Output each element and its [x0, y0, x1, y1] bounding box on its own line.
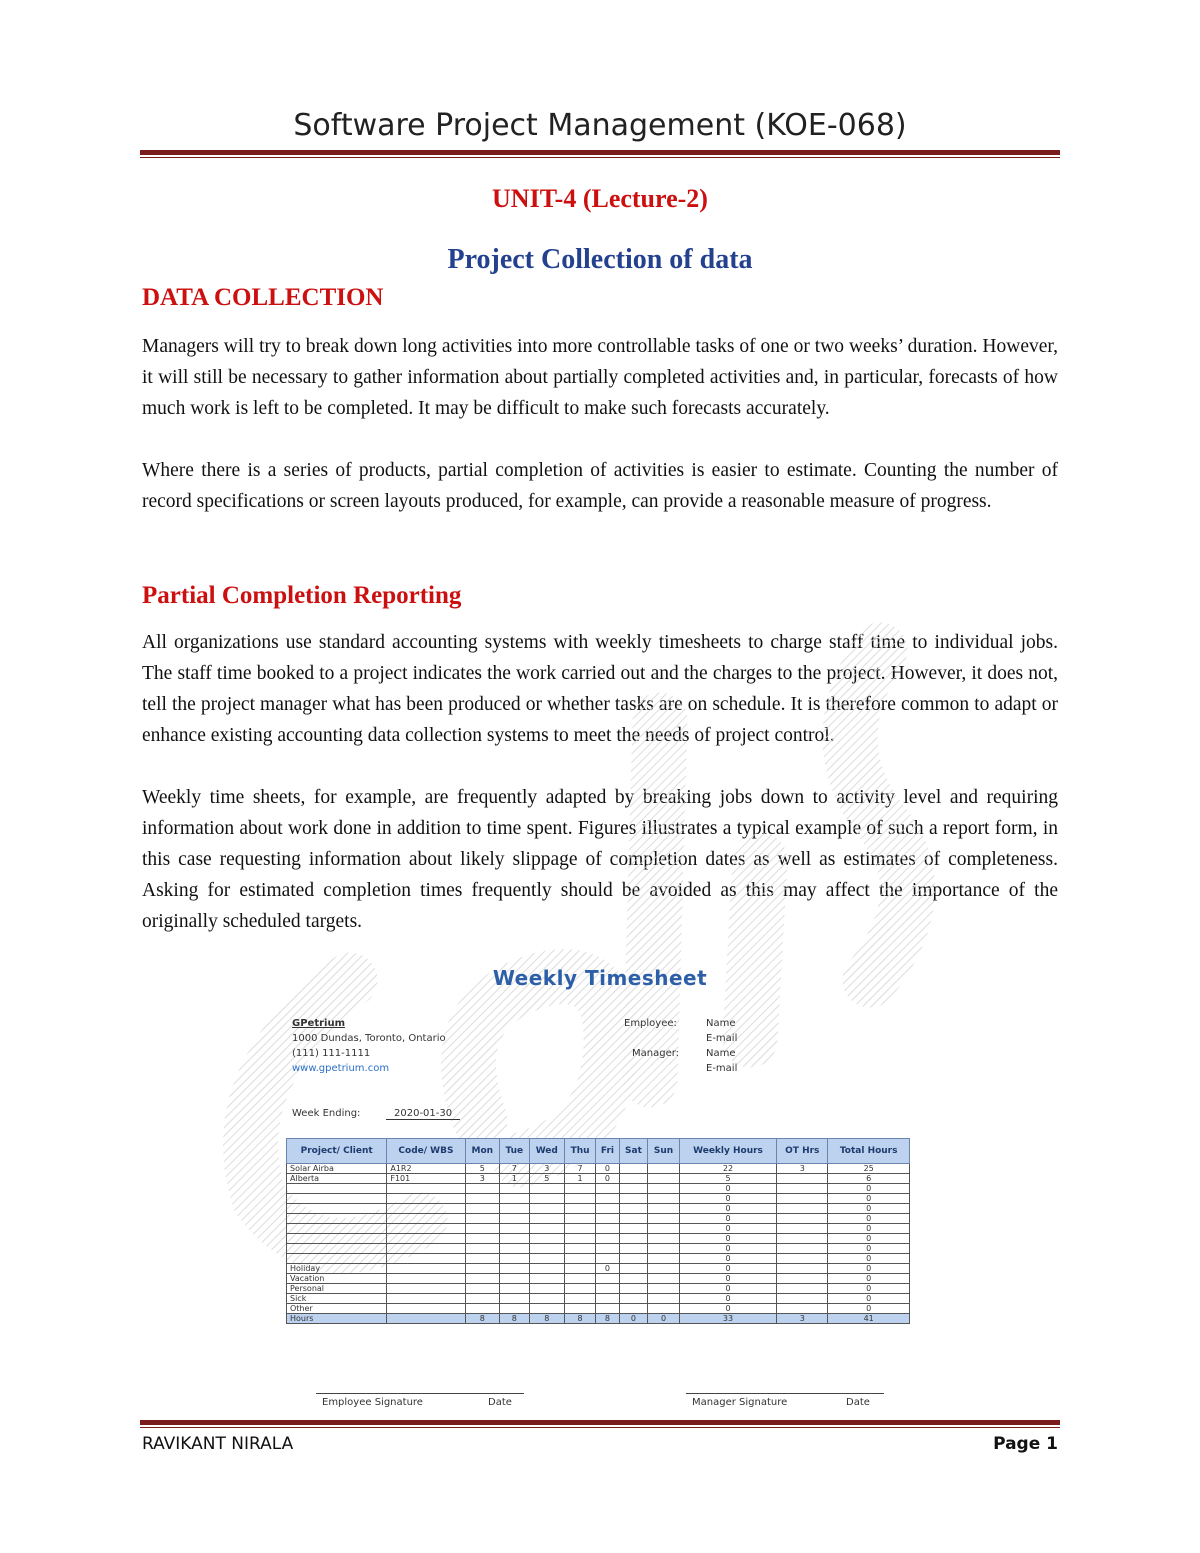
table-cell[interactable]: 7 [564, 1164, 595, 1174]
manager-label: Manager: [632, 1048, 680, 1059]
table-cell[interactable] [564, 1224, 595, 1234]
table-cell[interactable] [777, 1194, 828, 1204]
table-cell[interactable] [465, 1264, 500, 1274]
table-cell[interactable] [465, 1184, 500, 1194]
table-cell[interactable]: 0 [679, 1194, 776, 1204]
table-cell[interactable] [777, 1184, 828, 1194]
column-header: Fri [596, 1139, 620, 1164]
table-row [287, 1224, 910, 1234]
table-cell[interactable]: 0 [679, 1184, 776, 1194]
table-cell[interactable]: 41 [828, 1314, 910, 1324]
table-cell[interactable] [619, 1174, 647, 1184]
employee-email-field[interactable]: E-mail [706, 1033, 738, 1044]
table-cell[interactable]: 0 [828, 1234, 910, 1244]
table-total-row [287, 1314, 910, 1324]
table-cell[interactable] [619, 1204, 647, 1214]
table-cell[interactable] [596, 1304, 620, 1314]
table-cell[interactable] [465, 1234, 500, 1244]
table-cell[interactable] [648, 1284, 680, 1294]
table-row [287, 1194, 910, 1204]
table-cell[interactable] [564, 1274, 595, 1284]
week-ending-label: Week Ending: [292, 1108, 361, 1119]
paragraph-partial-completion-1: All organizations use standard accounting systems with weekly timesheets to charge staff time to individual jobs. The staff time booked to a project indicates the work carried out and the charges to the project. However, it does not, tell the project manager what has been produced or whether tasks are on schedule. It is therefore common to adapt or enhance existing accounting data collection systems to meet the needs of project control. [142, 632, 1058, 746]
table-cell[interactable] [500, 1284, 530, 1294]
table-cell[interactable] [619, 1164, 647, 1174]
table-cell[interactable] [465, 1254, 500, 1264]
table-cell[interactable]: 0 [679, 1224, 776, 1234]
table-cell[interactable] [500, 1194, 530, 1204]
table-cell[interactable]: 3 [777, 1314, 828, 1324]
table-cell[interactable] [387, 1234, 465, 1244]
table-cell[interactable] [564, 1284, 595, 1294]
table-cell[interactable] [648, 1264, 680, 1274]
timesheet-table [286, 1138, 910, 1324]
table-cell[interactable] [500, 1214, 530, 1224]
table-cell[interactable] [596, 1244, 620, 1254]
table-cell[interactable] [529, 1294, 564, 1304]
column-header: Mon [465, 1139, 500, 1164]
table-cell[interactable] [596, 1214, 620, 1224]
table-cell[interactable] [387, 1314, 465, 1324]
table-cell[interactable]: 0 [828, 1264, 910, 1274]
table-cell[interactable] [465, 1204, 500, 1214]
table-cell[interactable]: 0 [828, 1184, 910, 1194]
table-cell[interactable] [529, 1194, 564, 1204]
column-header: OT Hrs [777, 1139, 828, 1164]
table-cell[interactable] [500, 1274, 530, 1284]
weekly-timesheet-figure [280, 966, 920, 1416]
company-website[interactable]: www.gpetrium.com [292, 1063, 390, 1074]
company-phone: (111) 111-1111 [292, 1048, 371, 1059]
table-cell[interactable] [465, 1274, 500, 1284]
table-cell[interactable] [648, 1214, 680, 1224]
table-cell[interactable]: 1 [564, 1174, 595, 1184]
table-cell[interactable] [619, 1234, 647, 1244]
table-cell[interactable] [465, 1304, 500, 1314]
table-cell[interactable] [619, 1194, 647, 1204]
table-cell[interactable] [619, 1274, 647, 1284]
timesheet-title: Weekly Timesheet [492, 966, 708, 990]
table-cell[interactable] [500, 1304, 530, 1314]
table-cell[interactable] [619, 1184, 647, 1194]
table-cell[interactable]: 22 [679, 1164, 776, 1174]
table-cell[interactable] [387, 1304, 465, 1314]
table-cell[interactable] [596, 1234, 620, 1244]
table-cell[interactable]: 0 [679, 1214, 776, 1224]
table-row [287, 1294, 910, 1304]
table-cell[interactable] [619, 1304, 647, 1314]
table-cell[interactable]: 8 [465, 1314, 500, 1324]
paragraph-data-collection-2: Where there is a series of products, partial completion of activities is easier to estimate. Counting the number of record specifications or screen layouts produced, for example, can provide a reasonable measure of progress. [142, 460, 1058, 512]
table-cell[interactable]: 0 [828, 1304, 910, 1314]
employee-name-field[interactable]: Name [706, 1018, 736, 1029]
column-header: Sat [619, 1139, 647, 1164]
table-cell[interactable] [596, 1294, 620, 1304]
table-cell[interactable]: 0 [679, 1284, 776, 1294]
table-cell[interactable]: Vacation [287, 1274, 387, 1284]
table-cell[interactable] [387, 1284, 465, 1294]
table-cell[interactable] [529, 1224, 564, 1234]
table-cell[interactable] [777, 1294, 828, 1304]
column-header: Wed [529, 1139, 564, 1164]
table-cell[interactable]: 1 [500, 1174, 530, 1184]
table-cell[interactable]: Other [287, 1304, 387, 1314]
table-cell[interactable]: 5 [529, 1174, 564, 1184]
table-cell[interactable] [287, 1254, 387, 1264]
table-cell[interactable] [500, 1204, 530, 1214]
paragraph-partial-completion-2: Weekly time sheets, for example, are frequently adapted by breaking jobs down to activity level and requiring information about work done in addition to time spent. Figures illustrates a typical example of such a report form, in this case requesting information about likely slippage of completion dates as well as estimates of completeness. Asking for estimated completion times frequently should be avoided as this may affect the importance of the originally scheduled targets. [142, 787, 1058, 932]
unit-title: UNIT-4 (Lecture-2) [492, 184, 708, 213]
table-cell[interactable]: 33 [679, 1314, 776, 1324]
table-cell[interactable] [529, 1304, 564, 1314]
table-cell[interactable] [387, 1224, 465, 1234]
table-cell[interactable] [777, 1254, 828, 1264]
header-rule-thin [140, 157, 1060, 158]
table-cell[interactable] [777, 1224, 828, 1234]
table-cell[interactable] [529, 1184, 564, 1194]
table-cell[interactable] [564, 1304, 595, 1314]
table-cell[interactable]: Sick [287, 1294, 387, 1304]
table-cell[interactable] [777, 1264, 828, 1274]
table-cell[interactable] [529, 1214, 564, 1224]
table-cell[interactable] [387, 1184, 465, 1194]
table-cell[interactable] [648, 1234, 680, 1244]
table-cell[interactable] [287, 1204, 387, 1214]
table-cell[interactable] [387, 1274, 465, 1284]
table-cell[interactable] [500, 1264, 530, 1274]
table-cell[interactable] [529, 1234, 564, 1244]
paragraph-data-collection-1: Managers will try to break down long activities into more controllable tasks of one or two weeks’ duration. However, it will still be necessary to gather information about partially completed activities and, in particular, forecasts of how much work is left to be completed. It may be difficult to make such forecasts accurately. [142, 336, 1058, 419]
table-cell[interactable] [648, 1244, 680, 1254]
table-cell[interactable] [777, 1204, 828, 1214]
table-cell[interactable]: 8 [529, 1314, 564, 1324]
table-cell[interactable] [619, 1254, 647, 1264]
column-header: Tue [500, 1139, 530, 1164]
section-heading-partial-completion: Partial Completion Reporting [142, 582, 462, 609]
manager-name-field[interactable]: Name [706, 1048, 736, 1059]
table-cell[interactable]: 0 [596, 1164, 620, 1174]
table-cell[interactable] [465, 1294, 500, 1304]
table-cell[interactable] [465, 1284, 500, 1294]
table-cell[interactable] [500, 1294, 530, 1304]
table-cell[interactable]: 0 [828, 1294, 910, 1304]
table-row [287, 1244, 910, 1254]
table-cell[interactable]: 0 [828, 1254, 910, 1264]
table-cell[interactable] [648, 1164, 680, 1174]
table-cell[interactable] [596, 1254, 620, 1264]
employee-signature-label: Employee Signature [322, 1397, 423, 1408]
table-cell[interactable] [619, 1294, 647, 1304]
table-cell[interactable] [564, 1294, 595, 1304]
table-cell[interactable]: 3 [529, 1164, 564, 1174]
column-header: Thu [564, 1139, 595, 1164]
table-cell[interactable] [500, 1224, 530, 1234]
table-row [287, 1284, 910, 1294]
table-cell[interactable] [500, 1244, 530, 1254]
document-subtitle: Project Collection of data [447, 244, 753, 275]
table-cell[interactable] [287, 1184, 387, 1194]
table-row [287, 1264, 910, 1274]
table-cell[interactable] [465, 1224, 500, 1234]
table-cell[interactable] [287, 1244, 387, 1254]
table-cell[interactable]: 0 [828, 1284, 910, 1294]
table-cell[interactable]: 0 [679, 1274, 776, 1284]
table-cell[interactable] [564, 1264, 595, 1274]
table-cell[interactable]: 0 [679, 1204, 776, 1214]
table-cell[interactable] [777, 1304, 828, 1314]
table-cell[interactable] [564, 1244, 595, 1254]
manager-email-field[interactable]: E-mail [706, 1063, 738, 1074]
table-cell[interactable]: 0 [828, 1244, 910, 1254]
table-cell[interactable] [648, 1224, 680, 1234]
table-cell[interactable] [777, 1284, 828, 1294]
manager-date-label: Date [846, 1397, 870, 1408]
footer-rule-thin [140, 1427, 1060, 1428]
table-cell[interactable] [648, 1294, 680, 1304]
table-cell[interactable] [287, 1224, 387, 1234]
table-row [287, 1304, 910, 1314]
table-cell[interactable] [648, 1184, 680, 1194]
table-cell[interactable]: 0 [828, 1204, 910, 1214]
table-cell[interactable] [387, 1194, 465, 1204]
column-header: Code/ WBS [387, 1139, 465, 1164]
column-header: Total Hours [828, 1139, 910, 1164]
table-cell[interactable]: Personal [287, 1284, 387, 1294]
table-cell[interactable] [777, 1174, 828, 1184]
table-cell[interactable] [648, 1174, 680, 1184]
table-cell[interactable]: 6 [828, 1174, 910, 1184]
table-cell[interactable]: 0 [596, 1174, 620, 1184]
table-cell[interactable]: 8 [564, 1314, 595, 1324]
table-cell[interactable] [596, 1224, 620, 1234]
manager-signature-label: Manager Signature [692, 1397, 788, 1408]
table-cell[interactable] [529, 1284, 564, 1294]
table-cell[interactable] [619, 1264, 647, 1274]
table-cell[interactable] [465, 1214, 500, 1224]
table-cell[interactable] [619, 1284, 647, 1294]
footer-author: RAVIKANT NIRALA [142, 1434, 294, 1454]
table-cell[interactable]: 7 [500, 1164, 530, 1174]
table-cell[interactable] [529, 1274, 564, 1284]
table-cell[interactable] [564, 1254, 595, 1264]
table-cell[interactable]: 0 [679, 1244, 776, 1254]
table-cell[interactable]: 0 [679, 1234, 776, 1244]
table-cell[interactable]: 8 [500, 1314, 530, 1324]
table-cell[interactable] [648, 1274, 680, 1284]
table-cell[interactable] [648, 1194, 680, 1204]
table-cell[interactable]: 0 [679, 1294, 776, 1304]
table-row [287, 1204, 910, 1214]
table-cell[interactable]: F101 [387, 1174, 465, 1184]
table-cell[interactable] [529, 1204, 564, 1214]
table-cell[interactable]: 0 [679, 1254, 776, 1264]
table-cell[interactable] [596, 1274, 620, 1284]
company-name: GPetrium [292, 1018, 345, 1029]
table-cell[interactable] [387, 1244, 465, 1254]
table-cell[interactable]: Alberta [287, 1174, 387, 1184]
table-cell[interactable] [387, 1254, 465, 1264]
table-cell[interactable] [619, 1214, 647, 1224]
table-cell[interactable] [287, 1234, 387, 1244]
table-cell[interactable] [287, 1194, 387, 1204]
column-header: Weekly Hours [679, 1139, 776, 1164]
table-cell[interactable] [387, 1214, 465, 1224]
employee-label: Employee: [624, 1018, 677, 1029]
table-cell[interactable]: 0 [679, 1304, 776, 1314]
table-cell[interactable] [596, 1184, 620, 1194]
table-cell[interactable]: 0 [828, 1194, 910, 1204]
table-cell[interactable]: 3 [465, 1174, 500, 1184]
table-cell[interactable] [529, 1264, 564, 1274]
employee-date-label: Date [488, 1397, 512, 1408]
timesheet-header-row [287, 1139, 910, 1164]
table-cell[interactable]: 0 [828, 1274, 910, 1284]
section-heading-data-collection: DATA COLLECTION [142, 284, 384, 311]
manager-signature-line[interactable] [686, 1393, 884, 1394]
table-cell[interactable] [500, 1254, 530, 1264]
table-cell[interactable] [777, 1274, 828, 1284]
table-cell[interactable] [648, 1204, 680, 1214]
column-header: Sun [648, 1139, 680, 1164]
table-cell[interactable] [529, 1254, 564, 1264]
table-cell[interactable] [465, 1244, 500, 1254]
table-cell[interactable] [387, 1204, 465, 1214]
table-cell[interactable] [387, 1264, 465, 1274]
table-cell[interactable] [287, 1214, 387, 1224]
table-cell[interactable]: 5 [465, 1164, 500, 1174]
table-row [287, 1174, 910, 1184]
company-address: 1000 Dundas, Toronto, Ontario [292, 1033, 446, 1044]
table-cell[interactable]: 0 [596, 1264, 620, 1274]
table-cell[interactable]: A1R2 [387, 1164, 465, 1174]
footer-rule [140, 1420, 1060, 1425]
table-cell[interactable]: 25 [828, 1164, 910, 1174]
table-cell[interactable] [777, 1244, 828, 1254]
table-row [287, 1164, 910, 1174]
table-row [287, 1234, 910, 1244]
table-cell[interactable]: 0 [648, 1314, 680, 1324]
table-cell[interactable]: 0 [679, 1264, 776, 1274]
column-header: Project/ Client [287, 1139, 387, 1164]
table-cell[interactable] [465, 1194, 500, 1204]
table-cell[interactable] [564, 1194, 595, 1204]
table-cell[interactable] [777, 1214, 828, 1224]
table-row [287, 1274, 910, 1284]
page-header-title: Software Project Management (KOE-068) [293, 108, 907, 143]
table-cell[interactable]: Solar Airba [287, 1164, 387, 1174]
table-cell[interactable] [564, 1184, 595, 1194]
table-cell[interactable] [500, 1234, 530, 1244]
header-rule [140, 150, 1060, 155]
table-cell[interactable] [648, 1254, 680, 1264]
table-cell[interactable] [648, 1304, 680, 1314]
table-cell[interactable] [596, 1194, 620, 1204]
table-cell[interactable]: 0 [619, 1314, 647, 1324]
week-ending-field[interactable]: 2020-01-30 [386, 1108, 460, 1120]
table-cell[interactable] [619, 1224, 647, 1234]
table-cell[interactable]: Hours [287, 1314, 387, 1324]
table-cell[interactable] [529, 1244, 564, 1254]
table-cell[interactable]: Holiday [287, 1264, 387, 1274]
table-cell[interactable] [777, 1234, 828, 1244]
table-cell[interactable] [596, 1204, 620, 1214]
table-cell[interactable]: 0 [828, 1224, 910, 1234]
table-row [287, 1214, 910, 1224]
table-cell[interactable] [564, 1234, 595, 1244]
table-cell[interactable] [564, 1214, 595, 1224]
table-cell[interactable]: 3 [777, 1164, 828, 1174]
table-row [287, 1184, 910, 1194]
footer-page-number: Page 1 [993, 1434, 1058, 1454]
table-cell[interactable]: 8 [596, 1314, 620, 1324]
table-cell[interactable] [619, 1244, 647, 1254]
table-cell[interactable]: 0 [828, 1214, 910, 1224]
table-cell[interactable] [596, 1284, 620, 1294]
table-cell[interactable] [564, 1204, 595, 1214]
employee-signature-line[interactable] [316, 1393, 524, 1394]
table-row [287, 1254, 910, 1264]
table-cell[interactable] [500, 1184, 530, 1194]
table-cell[interactable]: 5 [679, 1174, 776, 1184]
table-cell[interactable] [387, 1294, 465, 1304]
